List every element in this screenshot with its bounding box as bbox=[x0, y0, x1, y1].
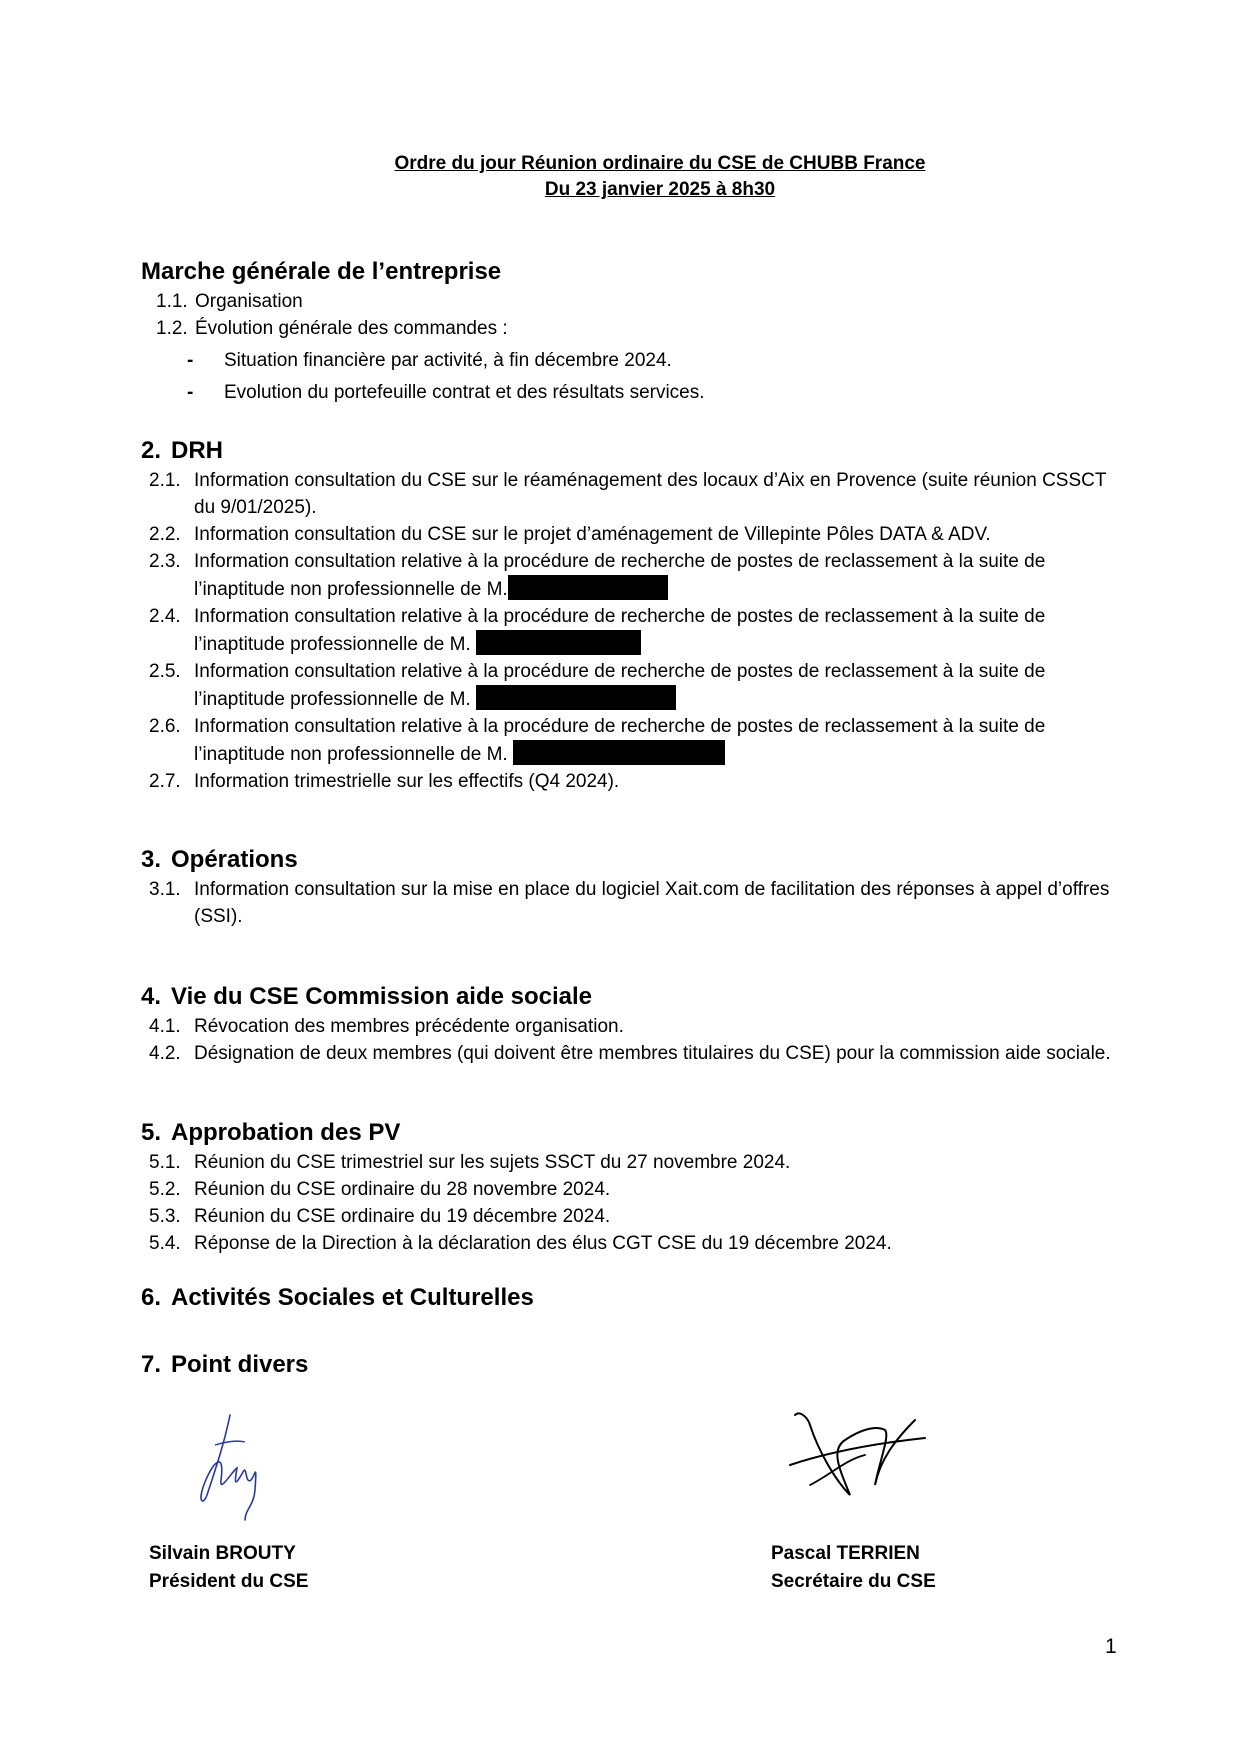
bullet-text: Situation financière par activité, à fin décembre 2024. bbox=[224, 350, 672, 371]
section-heading bbox=[141, 844, 1131, 876]
list-item bbox=[141, 315, 1131, 342]
section-heading bbox=[141, 981, 1131, 1013]
item-number: 2.6. bbox=[149, 716, 181, 737]
signatory-1 bbox=[149, 1540, 308, 1596]
list-item bbox=[141, 603, 1131, 658]
list-item bbox=[141, 467, 1131, 521]
section-heading bbox=[141, 1282, 1131, 1314]
section-number: 7. bbox=[141, 1351, 162, 1378]
title-line-1: Ordre du jour Réunion ordinaire du CSE de CHUBB France bbox=[394, 153, 926, 174]
section-heading bbox=[141, 1349, 1131, 1381]
item-number: 5.1. bbox=[149, 1152, 181, 1173]
bullet-text: Evolution du portefeuille contrat et des résultats services. bbox=[224, 382, 705, 403]
redaction-box bbox=[513, 740, 725, 765]
signature-terrien-image bbox=[780, 1400, 930, 1510]
redaction-box bbox=[476, 630, 641, 655]
item-text: Évolution générale des commandes : bbox=[195, 318, 508, 339]
item-text: Information consultation relative à la procédure de recherche de postes de reclassement à la suite de l’inaptitude non professionnelle de M. bbox=[194, 551, 1046, 600]
signatory-role: Secrétaire du CSE bbox=[771, 1571, 936, 1592]
list-item bbox=[141, 768, 1131, 795]
item-text: Réunion du CSE ordinaire du 19 décembre 2024. bbox=[194, 1206, 611, 1227]
section-number: 5. bbox=[141, 1119, 162, 1146]
list-item bbox=[141, 1013, 1131, 1040]
item-text: Réunion du CSE ordinaire du 28 novembre 2024. bbox=[194, 1179, 611, 1200]
section-number: 6. bbox=[141, 1284, 162, 1311]
bullet-list bbox=[141, 345, 1131, 409]
section-items bbox=[141, 467, 1131, 795]
item-number: 5.2. bbox=[149, 1179, 181, 1200]
section-heading-text: DRH bbox=[171, 437, 223, 464]
list-item bbox=[141, 1149, 1131, 1176]
item-number: 1.1. bbox=[156, 291, 188, 312]
item-number: 2.1. bbox=[149, 470, 181, 491]
item-number: 1.2. bbox=[156, 318, 188, 339]
list-item bbox=[141, 658, 1131, 713]
section-items bbox=[141, 1149, 1131, 1257]
section-approbation-pv bbox=[141, 1117, 1131, 1257]
section-heading-text: Point divers bbox=[171, 1351, 309, 1378]
list-item bbox=[141, 548, 1131, 603]
section-items bbox=[141, 288, 1131, 342]
list-item bbox=[141, 288, 1131, 315]
section-heading bbox=[141, 435, 1131, 467]
item-text: Organisation bbox=[195, 291, 303, 312]
item-text: Information trimestrielle sur les effectifs (Q4 2024). bbox=[194, 771, 620, 792]
bullet-item: - Situation financière par activité, à fin décembre 2024. bbox=[187, 350, 672, 371]
item-number: 2.4. bbox=[149, 606, 181, 627]
list-item bbox=[141, 876, 1131, 930]
section-heading-text: Opérations bbox=[171, 846, 298, 873]
section-heading-text: Vie du CSE Commission aide sociale bbox=[171, 983, 593, 1010]
list-item bbox=[141, 1203, 1131, 1230]
page-number: 1 bbox=[1105, 1635, 1117, 1658]
item-number: 3.1. bbox=[149, 879, 181, 900]
section-number: 2. bbox=[141, 437, 162, 464]
list-item bbox=[141, 713, 1131, 768]
item-number: 2.3. bbox=[149, 551, 181, 572]
signature-brouty-image bbox=[185, 1410, 275, 1530]
redaction-box bbox=[476, 685, 676, 710]
item-number: 5.3. bbox=[149, 1206, 181, 1227]
signatory-2 bbox=[771, 1540, 936, 1596]
list-item bbox=[141, 1176, 1131, 1203]
section-vie-du-cse bbox=[141, 981, 1131, 1067]
signatory-role: Président du CSE bbox=[149, 1571, 309, 1592]
redaction-box bbox=[508, 575, 668, 600]
signatory-name: Silvain BROUTY bbox=[149, 1543, 296, 1564]
list-item bbox=[141, 1040, 1131, 1067]
item-text: Réponse de la Direction à la déclaration des élus CGT CSE du 19 décembre 2024. bbox=[194, 1233, 892, 1254]
section-drh bbox=[141, 435, 1131, 795]
item-number: 2.2. bbox=[149, 524, 181, 545]
section-point-divers bbox=[141, 1349, 1131, 1381]
item-text: Information consultation relative à la procédure de recherche de postes de reclassement à la suite de l’inaptitude professionnelle de M. bbox=[194, 606, 1046, 655]
section-heading-text: Activités Sociales et Culturelles bbox=[171, 1284, 534, 1311]
list-item bbox=[141, 521, 1131, 548]
item-number: 5.4. bbox=[149, 1233, 181, 1254]
item-text: Information consultation relative à la procédure de recherche de postes de reclassement à la suite de l’inaptitude professionnelle de M. bbox=[194, 661, 1046, 710]
item-text: Réunion du CSE trimestriel sur les sujets SSCT du 27 novembre 2024. bbox=[194, 1152, 791, 1173]
section-items bbox=[141, 876, 1131, 930]
section-items bbox=[141, 1013, 1131, 1067]
item-text: Information consultation du CSE sur le réaménagement des locaux d’Aix en Provence (suite réunion CSSCT du 9/01/2025). bbox=[194, 470, 1107, 518]
signatory-name: Pascal TERRIEN bbox=[771, 1543, 920, 1564]
title-line-2: Du 23 janvier 2025 à 8h30 bbox=[544, 179, 776, 200]
item-number: 4.2. bbox=[149, 1043, 181, 1064]
item-text: Information consultation du CSE sur le projet d’aménagement de Villepinte Pôles DATA & ADV. bbox=[194, 524, 991, 545]
section-heading-text: Marche générale de l’entreprise bbox=[141, 258, 502, 285]
section-number: 4. bbox=[141, 983, 162, 1010]
section-marche-generale bbox=[141, 256, 1131, 409]
section-operations bbox=[141, 844, 1131, 930]
section-number: 3. bbox=[141, 846, 162, 873]
bullet-item: - Evolution du portefeuille contrat et des résultats services. bbox=[187, 382, 705, 403]
document-title bbox=[370, 151, 950, 203]
section-heading-text: Approbation des PV bbox=[171, 1119, 401, 1146]
item-number: 4.1. bbox=[149, 1016, 181, 1037]
item-text: Désignation de deux membres (qui doivent être membres titulaires du CSE) pour la commission aide sociale. bbox=[194, 1043, 1111, 1064]
item-number: 2.5. bbox=[149, 661, 181, 682]
item-text: Information consultation relative à la procédure de recherche de postes de reclassement à la suite de l’inaptitude non professionnelle de M. bbox=[194, 716, 1046, 765]
list-item bbox=[141, 1230, 1131, 1257]
item-text: Information consultation sur la mise en place du logiciel Xait.com de facilitation des réponses à appel d’offres (SSI). bbox=[194, 879, 1110, 927]
item-number: 2.7. bbox=[149, 771, 181, 792]
item-text: Révocation des membres précédente organisation. bbox=[194, 1016, 624, 1037]
section-heading bbox=[141, 1117, 1131, 1149]
section-heading bbox=[141, 256, 1131, 288]
section-activites-sociales bbox=[141, 1282, 1131, 1314]
